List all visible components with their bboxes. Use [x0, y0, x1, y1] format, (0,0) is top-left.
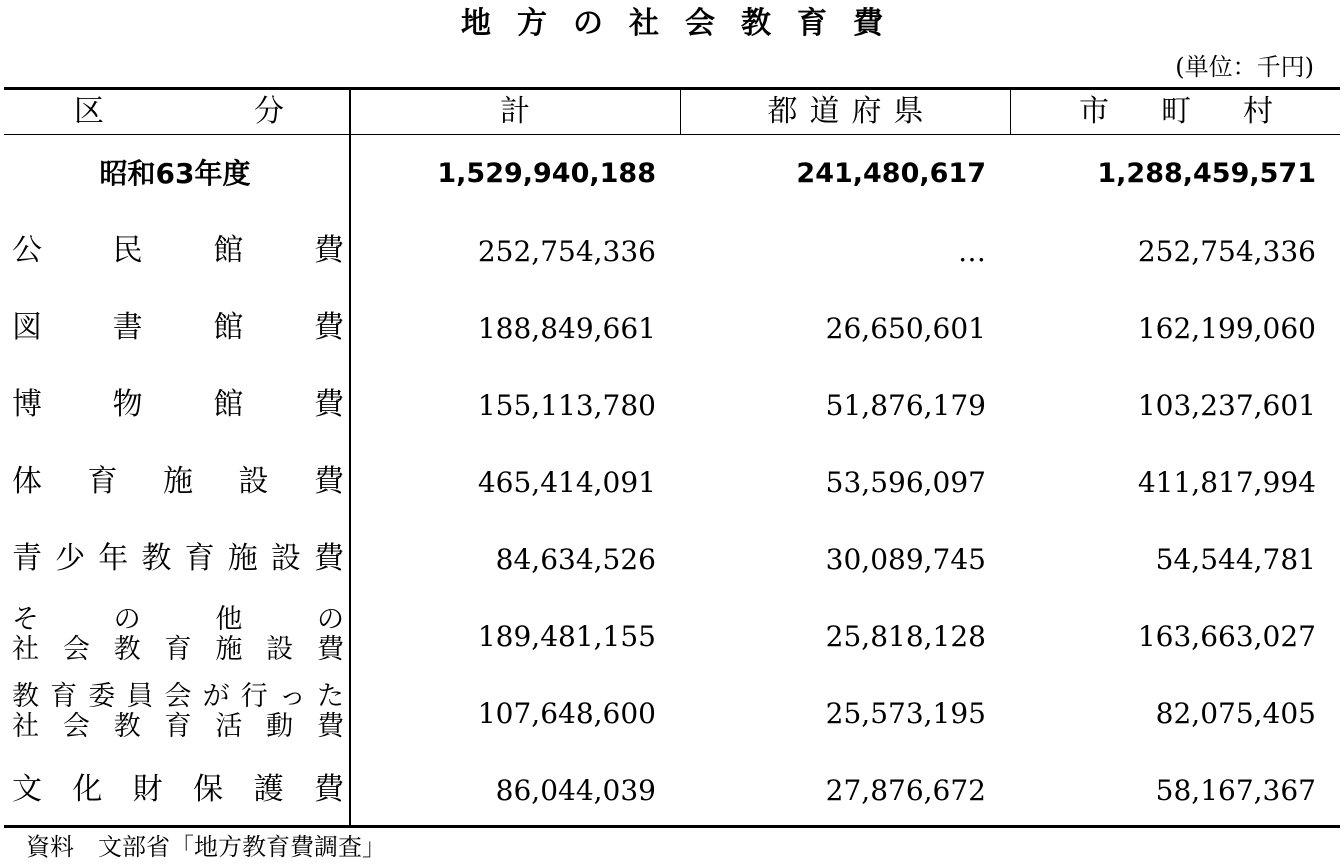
row-label-char: 青 — [12, 541, 42, 576]
row-label-char: 育 — [164, 634, 192, 665]
row-label-char: 他 — [215, 604, 243, 635]
row-label-char: 費 — [313, 387, 344, 422]
row-label — [12, 235, 344, 267]
row-label-char: 体 — [12, 464, 42, 499]
cell-prefecture: 27,876,672 — [825, 774, 986, 807]
cell-municipal: 163,663,027 — [1137, 620, 1316, 653]
cell-municipal: 411,817,994 — [1137, 466, 1316, 499]
row-label-char: 施 — [227, 541, 258, 576]
row-label-line — [12, 635, 344, 665]
row-label-char: 財 — [132, 772, 163, 807]
cell-prefecture: 26,650,601 — [825, 312, 986, 345]
source-note: 資料 文部省「地方教育費調査」 — [26, 833, 386, 861]
cell-municipal: 162,199,060 — [1137, 312, 1316, 345]
row-label-char: 年 — [98, 541, 129, 576]
row-label-char: 社 — [12, 634, 39, 665]
cell-total: 1,529,940,188 — [437, 158, 656, 189]
row-label-char: 民 — [112, 233, 143, 268]
row-label-char: 会 — [164, 681, 192, 712]
row-label — [12, 389, 344, 421]
row-label-char: 費 — [314, 464, 344, 499]
row-label-char: 行 — [240, 681, 268, 712]
row-label-char: 教 — [113, 711, 141, 742]
cell-municipal: 82,075,405 — [1155, 697, 1316, 730]
row-label-char: 社 — [12, 711, 39, 742]
row-label-char: 博 — [12, 387, 42, 422]
row-label-char: 化 — [72, 772, 103, 807]
row-label-char: の — [113, 604, 141, 635]
row-label-line — [12, 389, 344, 421]
row-label — [12, 682, 344, 742]
cell-prefecture: 25,818,128 — [825, 620, 986, 653]
row-label-char: 動 — [266, 711, 294, 742]
row-label-char: 館 — [213, 310, 244, 345]
cell-municipal: 54,544,781 — [1155, 543, 1316, 576]
row-label-line — [12, 466, 344, 498]
row-label-char: 育 — [164, 711, 192, 742]
row-label-char: 費 — [313, 772, 344, 807]
header-municipal: 市町村 — [1079, 94, 1325, 129]
row-label: 昭和63年度 — [99, 157, 251, 190]
row-label-char: 育 — [50, 681, 78, 712]
row-label-line — [12, 682, 344, 712]
cell-prefecture: 51,876,179 — [825, 389, 986, 422]
row-label-char: 書 — [112, 310, 143, 345]
row-label-char: 会 — [62, 634, 90, 665]
cell-prefecture: 30,089,745 — [825, 543, 986, 576]
row-label-line — [12, 605, 344, 635]
cell-total: 86,044,039 — [495, 774, 656, 807]
row-label-char: 費 — [313, 233, 344, 268]
cell-municipal: 252,754,336 — [1137, 235, 1316, 268]
row-label-char: が — [202, 681, 230, 712]
row-label-char: 育 — [87, 464, 118, 499]
row-label — [12, 466, 344, 498]
row-label — [12, 774, 344, 806]
row-label-char: 育 — [184, 541, 215, 576]
row-label-char: 設 — [270, 541, 301, 576]
label-column-divider — [349, 89, 351, 826]
row-label-char: た — [317, 681, 344, 712]
row-label-char: 物 — [112, 387, 143, 422]
header-kubun — [14, 90, 344, 134]
cell-total: 107,648,600 — [477, 697, 656, 730]
header-kubun-char: 区 — [74, 94, 104, 129]
row-label-char: 施 — [215, 634, 243, 665]
row-label-char: 活 — [215, 711, 243, 742]
row-label-line — [12, 235, 344, 267]
row-label-char: 教 — [12, 681, 39, 712]
row-label-char: 少 — [55, 541, 86, 576]
row-label-char: そ — [12, 604, 39, 635]
cell-total: 84,634,526 — [495, 543, 656, 576]
cell-prefecture: 25,573,195 — [825, 697, 986, 730]
cell-municipal: 1,288,459,571 — [1097, 158, 1316, 189]
table-bottom-rule — [4, 825, 1340, 828]
row-label-line — [12, 543, 344, 575]
cell-prefecture: 53,596,097 — [825, 466, 986, 499]
cell-total: 188,849,661 — [477, 312, 656, 345]
row-label-line — [12, 712, 344, 742]
cell-municipal: 58,167,367 — [1155, 774, 1316, 807]
row-label — [12, 605, 344, 665]
header-kubun-char: 分 — [254, 94, 284, 129]
cell-prefecture: 241,480,617 — [796, 158, 986, 189]
row-label-char: 文 — [12, 772, 42, 807]
row-label-char: 員 — [126, 681, 154, 712]
row-label-char: の — [316, 604, 344, 635]
row-label-char: 委 — [88, 681, 116, 712]
row-label-char: 館 — [213, 233, 244, 268]
row-label-char: 費 — [313, 310, 344, 345]
row-label-char: 教 — [141, 541, 172, 576]
cell-total: 465,414,091 — [477, 466, 656, 499]
cell-prefecture: … — [958, 235, 986, 268]
cell-total: 155,113,780 — [477, 389, 656, 422]
header-total: 計 — [500, 94, 530, 129]
row-label-char: 施 — [163, 464, 193, 499]
header-prefecture: 都道府県 — [767, 94, 936, 129]
row-label-line — [12, 312, 344, 344]
header-bottom-rule — [4, 134, 1340, 135]
row-label — [12, 543, 344, 575]
row-label-char: 教 — [113, 634, 141, 665]
row-label-char: 費 — [316, 634, 344, 665]
row-label-char: 費 — [316, 711, 344, 742]
cell-total: 189,481,155 — [477, 620, 656, 653]
row-label-char: 護 — [253, 772, 284, 807]
row-label-char: 館 — [213, 387, 244, 422]
page-title: 地方の社会教育費 — [461, 6, 909, 41]
row-label-char: 費 — [313, 541, 344, 576]
row-label-line — [12, 774, 344, 806]
row-label-char: 設 — [238, 464, 269, 499]
row-label-char: っ — [278, 681, 306, 712]
row-label-char: 公 — [12, 233, 42, 268]
row-label — [12, 312, 344, 344]
unit-label: (単位：千円) — [1175, 53, 1314, 81]
cell-municipal: 103,237,601 — [1137, 389, 1316, 422]
row-label-char: 図 — [12, 310, 42, 345]
row-label-char: 設 — [266, 634, 294, 665]
row-label-char: 会 — [62, 711, 90, 742]
cell-total: 252,754,336 — [477, 235, 656, 268]
row-label-char: 保 — [193, 772, 224, 807]
